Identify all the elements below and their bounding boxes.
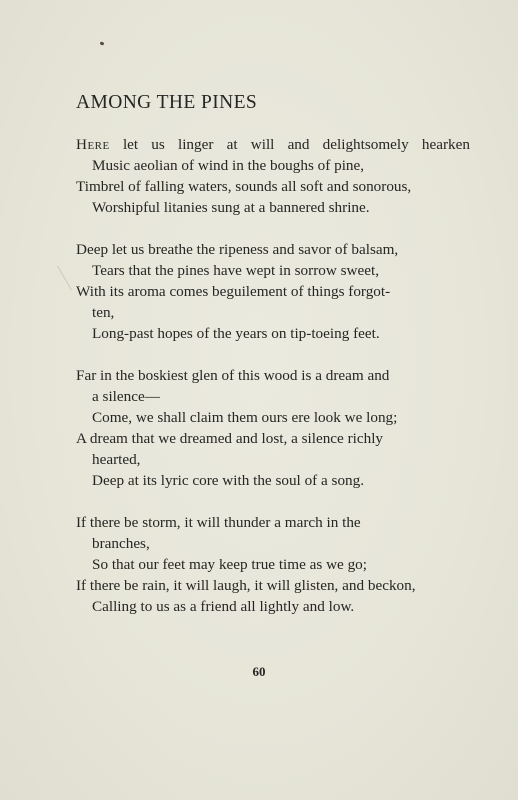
poem-line: Long-past hopes of the years on tip-toeing feet. — [92, 325, 380, 342]
ink-speck — [100, 41, 105, 45]
poem-line: Tears that the pines have wept in sorrow sweet, — [92, 262, 379, 279]
poem-title: AMONG THE PINES — [76, 92, 258, 113]
poem-line: Music aeolian of wind in the boughs of pine, — [92, 157, 365, 174]
poem-line: So that our feet may keep true time as we go; — [92, 556, 367, 573]
poem-line: Far in the boskiest glen of this wood is a dream and — [76, 367, 390, 384]
stanza-4 — [76, 512, 476, 617]
stanza-1 — [76, 134, 476, 218]
stanza-2 — [76, 239, 476, 344]
poem-line: ten, — [92, 304, 115, 321]
poem-line: A dream that we dreamed and lost, a silence richly — [76, 430, 384, 447]
page-number: 60 — [252, 664, 266, 679]
poem-line: hearted, — [92, 451, 141, 468]
paper-crease — [57, 266, 72, 291]
poem-line: If there be rain, it will laugh, it will glisten, and beckon, — [76, 577, 416, 594]
poem-line: branches, — [92, 535, 150, 552]
poem-line: With its aroma comes beguilement of things forgot- — [76, 283, 391, 300]
poem-line — [76, 134, 470, 155]
poem-line-text: let us linger at will and delightsomely hearken — [109, 136, 470, 153]
poem-line: Timbrel of falling waters, sounds all soft and sonorous, — [76, 178, 412, 195]
poem-line: Deep let us breathe the ripeness and savor of balsam, — [76, 241, 399, 258]
poem-body — [76, 134, 476, 638]
stanza-3 — [76, 365, 476, 491]
poem-line: a silence— — [92, 388, 160, 405]
poem-line: Come, we shall claim them ours ere look we long; — [92, 409, 398, 426]
poem-line: If there be storm, it will thunder a march in the — [76, 514, 361, 531]
poem-line: Deep at its lyric core with the soul of a song. — [92, 472, 365, 489]
poem-line: Calling to us as a friend all lightly and low. — [92, 598, 355, 615]
poem-line: Worshipful litanies sung at a bannered shrine. — [92, 199, 370, 216]
drop-word: Here — [76, 136, 110, 153]
